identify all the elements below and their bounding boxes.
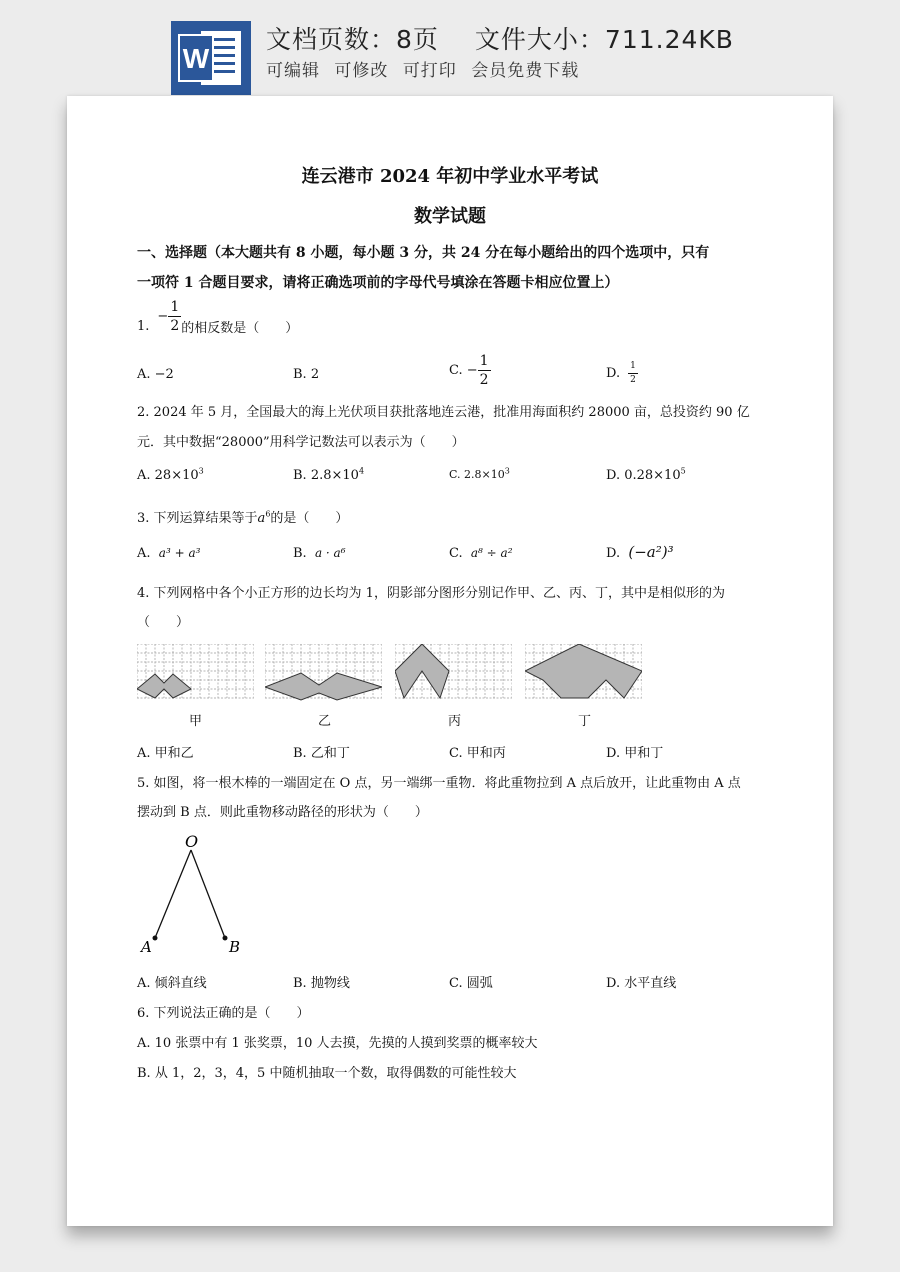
q3-option-d: D. (−a²)³ (606, 543, 674, 561)
grid-figure-bing (395, 644, 512, 704)
caption-bing: 丙 (448, 714, 462, 729)
label-a: A (141, 938, 152, 956)
feature-editable: 可编辑 (266, 61, 320, 81)
feature-printable: 可打印 (402, 61, 457, 81)
q1-option-c: C. − $\frac{1}{2}$ (449, 353, 489, 388)
word-icon-letter: W (182, 43, 210, 74)
q2-option-a: A. $28\times 10^3$ (137, 466, 204, 483)
q4-option-b: B. 乙和丁 (293, 746, 350, 761)
feature-list (266, 56, 587, 81)
q1-option-a: A. −2 (137, 367, 174, 382)
q4-stem-line2: （ ） (137, 615, 190, 630)
feature-modifiable: 可修改 (334, 61, 389, 81)
caption-yi: 乙 (318, 714, 332, 729)
grid-figure-jia (137, 644, 254, 704)
grid-figure-yi (265, 644, 382, 704)
label-o: O (185, 832, 199, 851)
file-size: 文件大小：711.24KB (474, 25, 734, 54)
question-3: 3. 下列运算结果等于$a^6$的是（ ） (137, 509, 349, 526)
grid-figure-ding (525, 644, 642, 704)
feature-free-download: 会员免费下载 (471, 61, 580, 81)
q5-option-a: A. 倾斜直线 (137, 976, 207, 991)
section-instructions-line2: 一项符 1 合题目要求，请将正确选项前的字母代号填涂在答题卡相应位置上） (137, 275, 619, 291)
point-a (153, 936, 158, 941)
q6-option-b: B. 从 1，2，3，4，5 中随机抽取一个数，取得偶数的可能性较大 (137, 1066, 517, 1081)
q1-fraction: $\frac{1}{2}$ (170, 298, 180, 334)
q5-option-d: D. 水平直线 (606, 976, 677, 991)
q2-option-d: D. $0.28\times 10^5$ (606, 466, 686, 483)
q6-stem: 6. 下列说法正确的是（ ） (137, 1006, 310, 1021)
download-banner (0, 0, 900, 96)
caption-jia: 甲 (189, 714, 203, 729)
caption-ding: 丁 (578, 714, 592, 729)
q1-text: 的相反数是（ ） (181, 320, 299, 336)
q4-stem-line1: 4. 下列网格中各个小正方形的边长均为 1，阴影部分图形分别记作甲、乙、丙、丁，其中是相似形的为 (137, 586, 725, 601)
word-document-icon (171, 21, 251, 95)
q3-option-b: B. a · a⁶ (293, 546, 346, 561)
q4-option-a: A. 甲和乙 (137, 746, 194, 761)
q5-option-b: B. 抛物线 (293, 976, 350, 991)
q1-option-b: B. 2 (293, 367, 320, 382)
q1-option-d: D. $\frac{1}{2}$ (606, 361, 636, 385)
q5-option-c: C. 圆弧 (449, 976, 493, 991)
q1-minus: − (157, 308, 169, 324)
file-info (266, 20, 734, 56)
document-page (67, 96, 833, 1226)
exam-title: 连云港市 2024 年初中学业水平考试 (301, 166, 599, 187)
q5-stem-line2: 摆动到 B 点．则此重物移动路径的形状为（ ） (137, 805, 428, 820)
page-count: 文档页数：8页 (266, 25, 439, 54)
q1-number: 1. (137, 318, 150, 334)
q2-stem-line2: 元．其中数据“28000”用科学记数法可以表示为（ ） (137, 435, 465, 450)
question-1 (137, 298, 299, 346)
section-instructions-line1: 一、选择题（本大题共有 8 小题，每小题 3 分，共 24 分在每小题给出的四个选项中，只有 (137, 245, 710, 261)
q4-option-c: C. 甲和丙 (449, 746, 506, 761)
q2-stem-line1: 2. 2024 年 5 月，全国最大的海上光伏项目获批落地连云港，批准用海面积约 28000 亩，总投资约 90 亿 (137, 405, 750, 420)
q4-option-d: D. 甲和丁 (606, 746, 664, 761)
q3-option-c: C. a⁸ ÷ a² (449, 546, 513, 561)
q2-option-b: B. $2.8\times 10^4$ (293, 466, 365, 483)
q5-stem-line1: 5. 如图，将一根木棒的一端固定在 O 点，另一端绑一重物．将此重物拉到 A 点后放开，让此重物由 A 点 (137, 776, 741, 791)
label-b: B (229, 938, 241, 956)
q3-option-a: A. a³ + a³ (137, 546, 201, 561)
q2-option-c: C. $2.8\times 10^3$ (449, 466, 510, 481)
exam-subtitle: 数学试题 (414, 206, 486, 227)
q6-option-a: A. 10 张票中有 1 张奖票，10 人去摸，先摸的人摸到奖票的概率较大 (137, 1036, 538, 1051)
point-b (223, 936, 228, 941)
pendulum-diagram (133, 830, 253, 960)
